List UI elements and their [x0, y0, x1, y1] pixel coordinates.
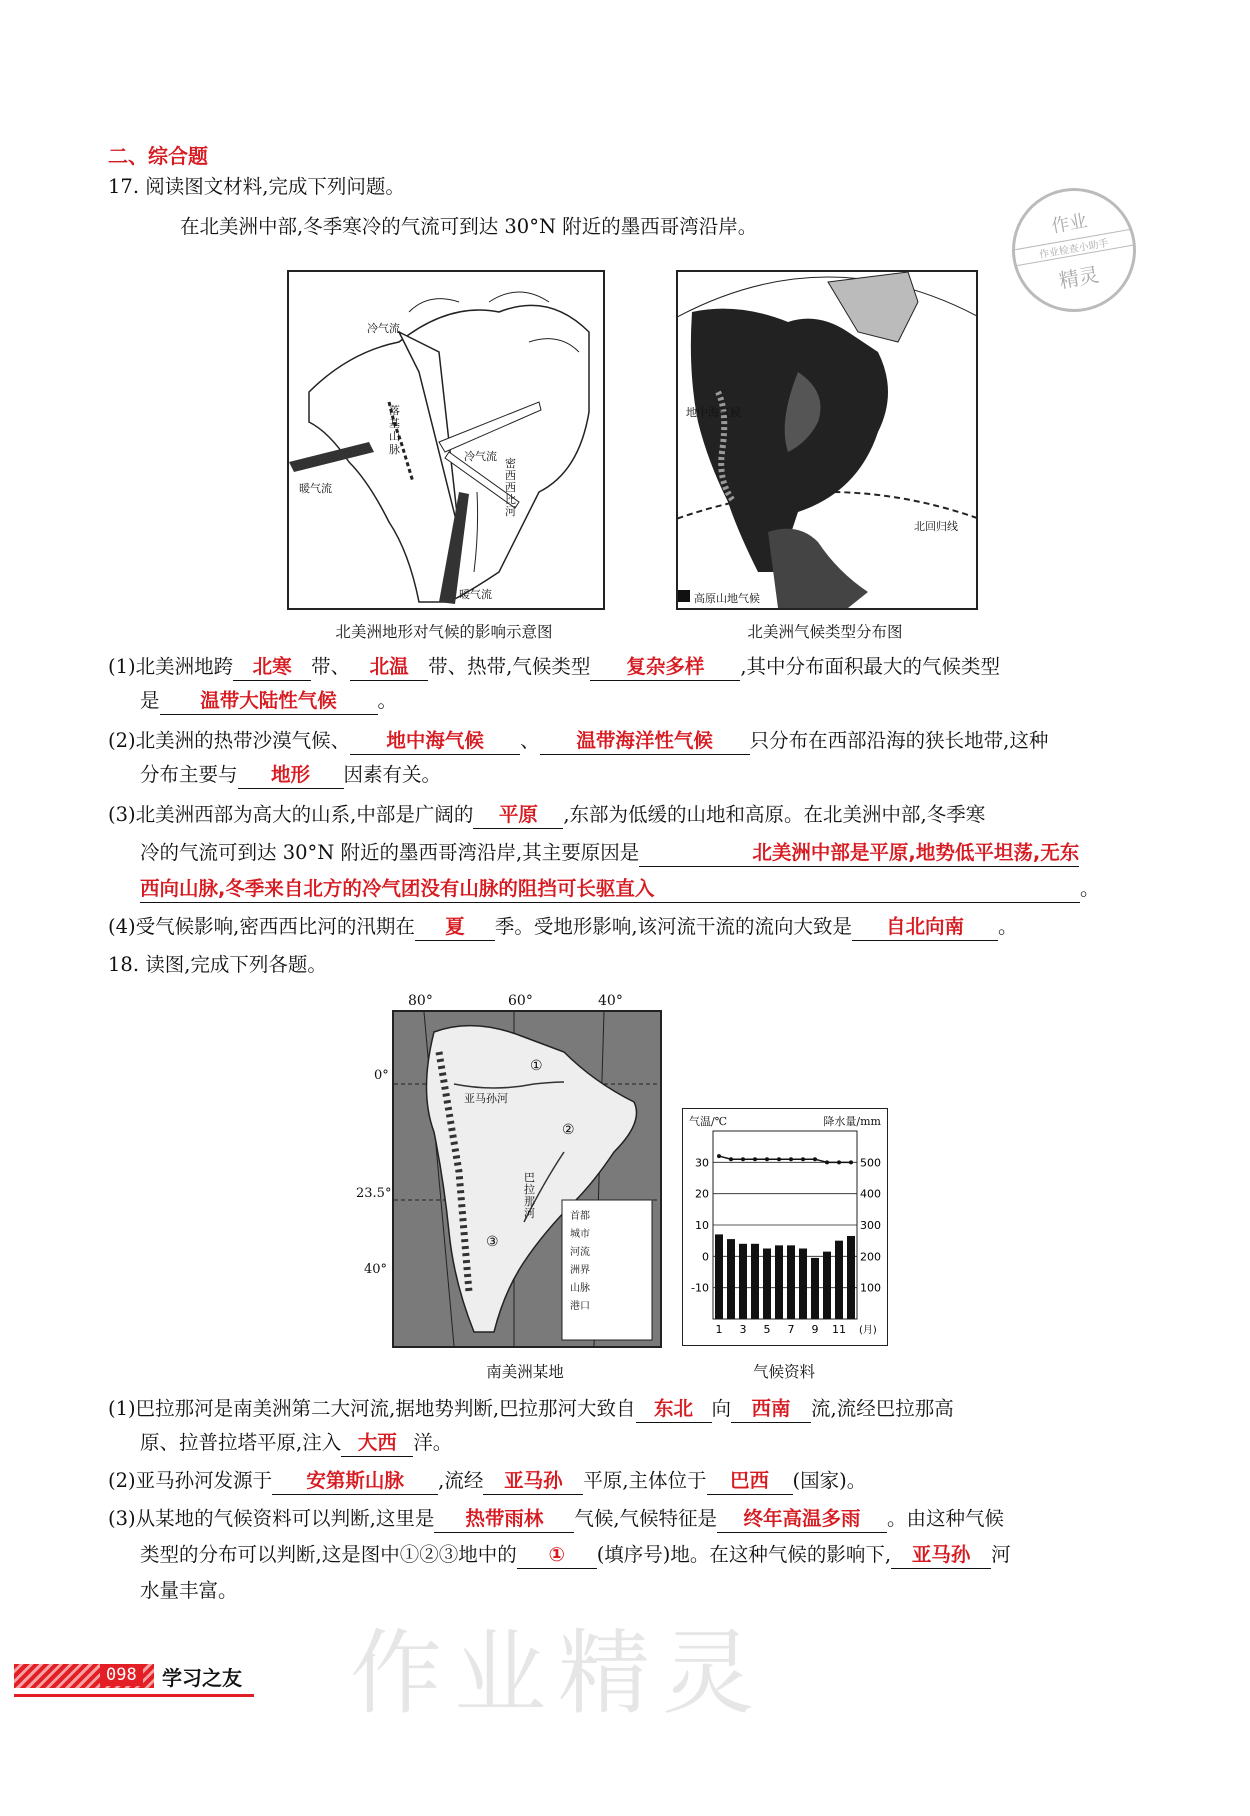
- answer-field: 夏: [415, 914, 495, 941]
- marker-1: ①: [530, 1058, 543, 1074]
- x-tick-label: 3: [739, 1323, 747, 1336]
- map-legend: [570, 1208, 590, 1316]
- label-plateau-climate: 高原山地气候: [694, 592, 760, 605]
- answer-field: 温带大陆性气候: [160, 688, 378, 715]
- temperature-point: [801, 1157, 805, 1161]
- marker-3: ③: [486, 1234, 499, 1250]
- y-tick-label: -10: [691, 1281, 709, 1295]
- answer-field: 地中海气候: [350, 728, 520, 755]
- temperature-point: [777, 1157, 781, 1161]
- q17-part2-line1: (2)北美洲的热带沙漠气候、 地中海气候 、 温带海洋性气候 只分布在西部沿海的狭长地带,这种: [108, 726, 1048, 756]
- temperature-point: [729, 1157, 733, 1161]
- q17-part1-line2: 是 温带大陆性气候 。: [140, 686, 397, 716]
- y-tick-label: 20: [695, 1187, 709, 1201]
- q17-part3-line3: 西向山脉,冬季来自北方的冷气团没有山脉的阻挡可长驱直入 。: [140, 874, 1100, 904]
- question-17-material: 在北美洲中部,冬季寒冷的气流可到达 30°N 附近的墨西哥湾沿岸。: [180, 215, 758, 238]
- precip-bar: [763, 1249, 771, 1320]
- answer-field: 平原: [473, 802, 563, 829]
- book-title: 学习之友: [162, 1666, 242, 1690]
- figure-na-terrain: [287, 270, 605, 610]
- answer-field: 自北向南: [852, 914, 998, 941]
- y-tick-label: 10: [695, 1219, 709, 1232]
- label-cold-flow-2: 冷气流: [464, 450, 497, 463]
- y-tick-label: 0: [702, 1250, 709, 1264]
- precip-bar: [787, 1245, 795, 1319]
- precip-bar: [811, 1258, 819, 1319]
- precip-bar: [715, 1234, 723, 1319]
- lat-label-0: 0°: [374, 1068, 389, 1083]
- q18-part1-line2: 原、拉普拉塔平原,注入 大西 洋。: [140, 1428, 452, 1458]
- label-cold-flow-1: 冷气流: [367, 322, 400, 335]
- legend-river: 河流: [570, 1247, 590, 1258]
- watermark: 作业精灵: [350, 1620, 767, 1727]
- x-tick-label: 7: [787, 1323, 795, 1336]
- figure-na-terrain-caption: 北美洲地形对气候的影响示意图: [335, 623, 553, 641]
- answer-field: 西向山脉,冬季来自北方的冷气团没有山脉的阻挡可长驱直入: [140, 876, 1080, 903]
- y2-tick-label: 100: [860, 1281, 881, 1295]
- precip-bar: [835, 1241, 843, 1319]
- q18-part1-line1: (1)巴拉那河是南美洲第二大河流,据地势判断,巴拉那河大致自 东北 向 西南 流,流经巴拉那高: [108, 1394, 954, 1424]
- q17-part3-line2: 冷的气流可到达 30°N 附近的墨西哥湾沿岸,其主要原因是 北美洲中部是平原,地势低平坦荡,无东: [140, 838, 1079, 868]
- y-tick-label: 30: [695, 1156, 709, 1170]
- answer-field: 安第斯山脉: [272, 1468, 438, 1495]
- stamp-logo: 作业 作业检查小助手 精灵: [1002, 178, 1146, 322]
- label-mediterranean: 地中海气候: [686, 406, 741, 419]
- chart-ylabel-left: 气温/℃: [689, 1115, 728, 1128]
- figure-na-climate-caption: 北美洲气候类型分布图: [747, 623, 903, 641]
- x-tick-label: 11: [832, 1323, 846, 1336]
- answer-field: 热带雨林: [434, 1506, 574, 1533]
- q18-part3-line3: 水量丰富。: [140, 1579, 238, 1602]
- answer-field: ①: [517, 1542, 597, 1569]
- answer-field: 大西: [341, 1430, 413, 1457]
- answer-field: 复杂多样: [590, 654, 740, 681]
- temperature-line: [719, 1156, 851, 1162]
- na-climate-map: [678, 272, 976, 608]
- temperature-point: [813, 1157, 817, 1161]
- temperature-point: [753, 1157, 757, 1161]
- lat-label-40: 40°: [364, 1262, 388, 1277]
- chart-ylabel-right: 降水量/mm: [823, 1115, 881, 1128]
- q17-part2-line2: 分布主要与 地形 因素有关。: [140, 760, 441, 790]
- label-rocky-mountains: 落基山脉: [389, 404, 400, 456]
- temperature-point: [837, 1160, 841, 1164]
- answer-field: 地形: [238, 762, 344, 789]
- x-tick-label: 5: [763, 1323, 771, 1336]
- footer-line: [14, 1694, 254, 1697]
- y2-tick-label: 200: [860, 1250, 881, 1264]
- legend-city: 城市: [570, 1229, 590, 1240]
- y2-tick-label: 400: [860, 1187, 881, 1201]
- label-amazon-river: 亚马孙河: [464, 1092, 508, 1105]
- lat-label-23-5: 23.5°: [356, 1186, 392, 1201]
- precip-bar: [727, 1239, 735, 1319]
- label-mississippi: 密西西比河: [505, 457, 516, 518]
- legend-port: 港口: [570, 1301, 590, 1312]
- legend-capital: 首都: [570, 1211, 590, 1222]
- q17-part3-line1: (3)北美洲西部为高大的山系,中部是广阔的 平原 ,东部为低缓的山地和高原。在北美洲中部,冬季寒: [108, 800, 985, 830]
- na-terrain-map: [289, 272, 603, 608]
- answer-field: 北温: [350, 654, 428, 681]
- x-tick-label: 9: [811, 1323, 819, 1336]
- figure-sa-map-caption: 南美洲某地: [486, 1363, 564, 1381]
- label-parana-river: 巴拉那河: [524, 1171, 535, 1220]
- q18-part3-line2: 类型的分布可以判断,这是图中①②③地中的 ① (填序号)地。在这种气候的影响下, 亚马孙 河: [140, 1540, 1011, 1570]
- lon-label-60: 60°: [508, 993, 533, 1009]
- answer-field: 北寒: [233, 654, 311, 681]
- figure-sa-map: [392, 1010, 662, 1348]
- temperature-point: [717, 1154, 721, 1158]
- question-18-stem: 18. 读图,完成下列各题。: [108, 953, 327, 976]
- q17-part1-line1: (1)北美洲地跨 北寒 带、 北温 带、热带,气候类型 复杂多样 ,其中分布面积最大的气候类型: [108, 652, 1000, 682]
- answer-field: 亚马孙: [483, 1468, 583, 1495]
- lon-label-80: 80°: [408, 993, 433, 1009]
- answer-field: 北美洲中部是平原,地势低平坦荡,无东: [639, 840, 1079, 867]
- legend-mountain: 山脉: [570, 1283, 590, 1294]
- page-number: 098: [100, 1664, 143, 1686]
- figure-na-climate: [676, 270, 978, 610]
- q18-part3-line1: (3)从某地的气候资料可以判断,这里是 热带雨林 气候,气候特征是 终年高温多雨 。由这种气候: [108, 1504, 1004, 1534]
- label-warm-flow-1: 暖气流: [299, 482, 332, 495]
- precip-bar: [751, 1244, 759, 1319]
- x-axis-label: (月): [859, 1325, 877, 1336]
- temperature-point: [741, 1157, 745, 1161]
- climate-chart-svg: [683, 1109, 887, 1345]
- answer-field: 亚马孙: [891, 1542, 991, 1569]
- figure-climate-chart: [682, 1108, 888, 1346]
- answer-field: 西南: [731, 1396, 811, 1423]
- label-warm-flow-2: 暖气流: [459, 588, 492, 601]
- lon-label-40: 40°: [598, 993, 623, 1009]
- question-17-stem: 17. 阅读图文材料,完成下列问题。: [108, 175, 405, 198]
- precip-bar: [739, 1244, 747, 1319]
- answer-field: 温带海洋性气候: [540, 728, 750, 755]
- q17-part4: (4)受气候影响,密西西比河的汛期在 夏 季。受地形影响,该河流干流的流向大致是 自北向南 。: [108, 912, 1018, 942]
- precip-bar: [823, 1252, 831, 1319]
- legend-continent-border: 洲界: [570, 1265, 590, 1276]
- answer-field: 东北: [636, 1396, 712, 1423]
- marker-2: ②: [562, 1122, 575, 1138]
- precip-bar: [847, 1236, 855, 1319]
- precip-bar: [775, 1245, 783, 1319]
- temperature-point: [789, 1157, 793, 1161]
- section-title: 二、综合题: [108, 144, 208, 168]
- label-tropic-cancer: 北回归线: [914, 520, 958, 533]
- answer-field: 终年高温多雨: [717, 1506, 887, 1533]
- y2-tick-label: 300: [860, 1219, 881, 1232]
- temperature-point: [849, 1160, 853, 1164]
- temperature-point: [825, 1160, 829, 1164]
- precip-bar: [799, 1249, 807, 1320]
- temperature-point: [765, 1157, 769, 1161]
- q18-part2: (2)亚马孙河发源于 安第斯山脉 ,流经 亚马孙 平原,主体位于 巴西 (国家)。: [108, 1466, 866, 1496]
- answer-field: 巴西: [707, 1468, 793, 1495]
- x-tick-label: 1: [715, 1323, 723, 1336]
- figure-climate-caption: 气候资料: [752, 1363, 815, 1381]
- y2-tick-label: 500: [860, 1156, 881, 1170]
